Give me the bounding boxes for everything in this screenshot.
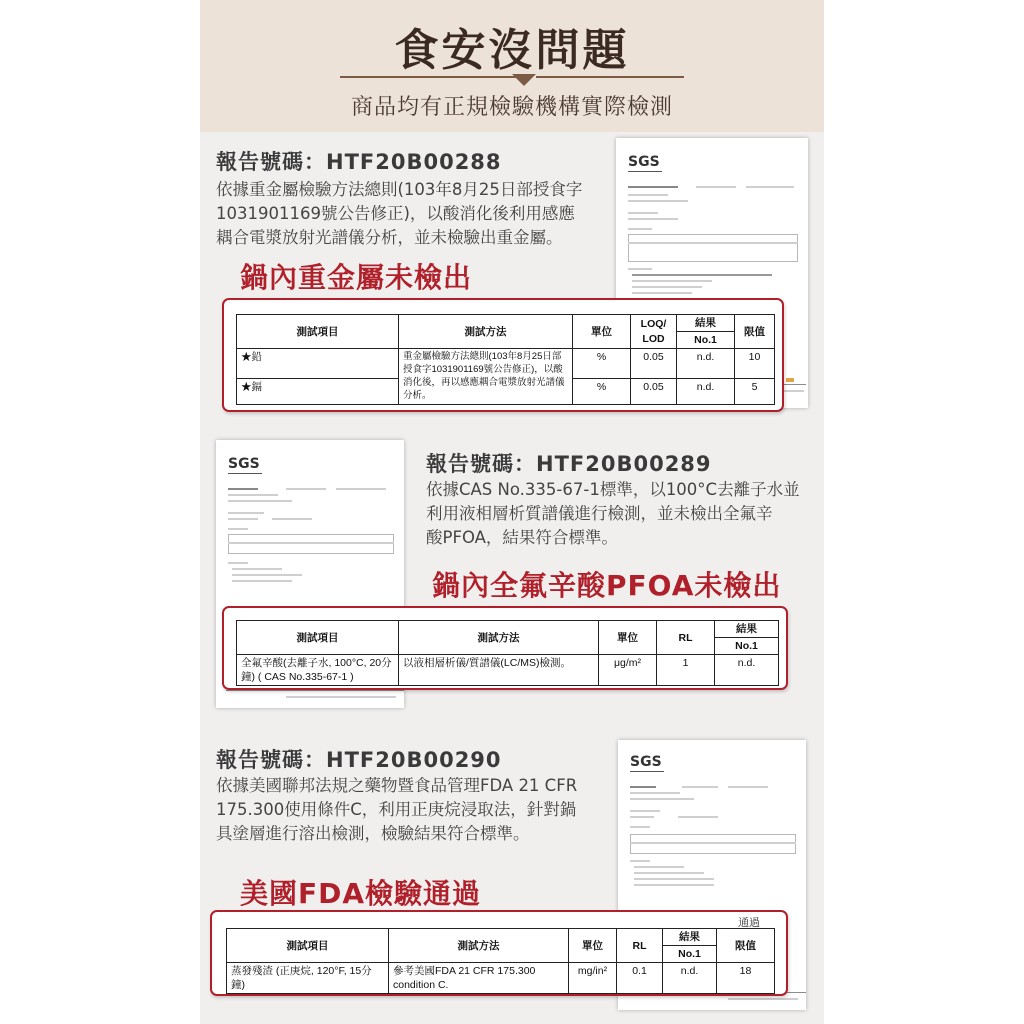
- col-header-unit: 單位: [599, 621, 657, 655]
- col-header-limit: 限值: [735, 315, 775, 349]
- table-cell-limit: 5: [735, 379, 775, 405]
- col-header-method: 測試方法: [389, 929, 569, 963]
- desc-line: 依據重金屬檢驗方法總則(103年8月25日部授食字: [216, 180, 583, 199]
- col-header-loq: LOQ/: [631, 315, 677, 332]
- table-cell-limit: 10: [735, 349, 775, 379]
- table-cell-limit: 18: [717, 963, 775, 994]
- report-description-2: [426, 478, 818, 550]
- right-margin: [824, 0, 1024, 1024]
- page-title: 食安沒問題: [394, 25, 630, 76]
- desc-line: 175.300使用條件C，利用正庚烷浸取法，針對鍋: [216, 800, 577, 819]
- desc-line: 依據CAS No.335-67-1標準，以100°C去離子水並: [426, 480, 800, 499]
- table-cell-unit: μg/m²: [599, 655, 657, 686]
- table-cell-unit: %: [573, 379, 631, 405]
- divider-left: [340, 76, 516, 78]
- page-subtitle: 商品均有正規檢驗機構實際檢測: [350, 95, 673, 120]
- col-header-limit: 限值: [717, 929, 775, 963]
- desc-line: 利用液相層析質譜儀進行檢測，並未檢出全氟辛: [426, 504, 773, 523]
- table-cell-result: n.d.: [677, 379, 735, 405]
- col-header-result-sub: No.1: [715, 638, 779, 655]
- table-cell-loq: 0.05: [631, 379, 677, 405]
- table-cell-method: 重金屬檢驗方法總則(103年8月25日部授食字1031901169號公告修正)，以酸消化後，再以感應耦合電漿放射光譜儀分析。: [399, 349, 573, 405]
- result-table-card-2: [222, 606, 788, 690]
- table-cell-method: 參考美國FDA 21 CFR 175.300 condition C.: [389, 963, 569, 994]
- desc-line: 具塗層進行溶出檢測，檢驗結果符合標準。: [216, 824, 530, 843]
- col-header-result: 結果: [677, 315, 735, 332]
- highlight-heavy-metal: 鍋內重金屬未檢出: [240, 261, 473, 294]
- result-table-card-3: [210, 910, 788, 996]
- table-cell-result: n.d.: [663, 963, 717, 994]
- table-cell-rl: 1: [657, 655, 715, 686]
- result-table-2: [236, 620, 779, 686]
- report-number-3: 報告號碼：HTF20B00290: [216, 748, 502, 772]
- header-banner: [200, 0, 824, 132]
- report-number-1: 報告號碼：HTF20B00288: [216, 150, 502, 174]
- col-header-method: 測試方法: [399, 621, 599, 655]
- col-header-result: 結果: [663, 929, 717, 946]
- desc-line: 1031901169號公告修正)，以酸消化後利用感應: [216, 204, 575, 223]
- col-header-result: 結果: [715, 621, 779, 638]
- table-cell-item: ★鎘: [237, 379, 399, 405]
- divider-right: [536, 76, 684, 78]
- table-cell-unit: %: [573, 349, 631, 379]
- col-header-result-sub: No.1: [663, 946, 717, 963]
- report-description-3: [216, 774, 608, 846]
- table-cell-item: 全氟辛酸(去離子水, 100°C, 20分鐘) ( CAS No.335-67-1 ): [237, 655, 399, 686]
- col-header-method: 測試方法: [399, 315, 573, 349]
- result-table-3: [226, 928, 775, 994]
- col-header-rl: RL: [617, 929, 663, 963]
- col-header-unit: 單位: [573, 315, 631, 349]
- col-header-item: 測試項目: [227, 929, 389, 963]
- table-cell-unit: mg/in²: [569, 963, 617, 994]
- desc-line: 耦合電漿放射光譜儀分析，並未檢驗出重金屬。: [216, 228, 563, 247]
- col-header-item: 測試項目: [237, 315, 399, 349]
- table-cell-loq: 0.05: [631, 349, 677, 379]
- desc-line: 依據美國聯邦法規之藥物暨食品管理FDA 21 CFR: [216, 776, 578, 795]
- table-cell-item: 蒸發殘渣 (正庚烷, 120°F, 15分鐘): [227, 963, 389, 994]
- report-description-1: [216, 178, 606, 250]
- table-cell-method: 以液相層析儀/質譜儀(LC/MS)檢測。: [399, 655, 599, 686]
- result-table-1: [236, 314, 775, 405]
- col-header-item: 測試項目: [237, 621, 399, 655]
- result-table-card-1: [222, 298, 784, 412]
- table-cell-result: n.d.: [677, 349, 735, 379]
- table-cell-result: n.d.: [715, 655, 779, 686]
- pass-note: 通過: [738, 916, 760, 929]
- table-cell-rl: 0.1: [617, 963, 663, 994]
- col-header-lod: LOD: [631, 332, 677, 349]
- col-header-rl: RL: [657, 621, 715, 655]
- report-number-2: 報告號碼：HTF20B00289: [426, 452, 712, 476]
- col-header-unit: 單位: [569, 929, 617, 963]
- left-margin: [0, 0, 200, 1024]
- sgs-logo: SGS: [630, 754, 662, 770]
- divider-triangle-icon: [512, 74, 536, 86]
- table-cell-item: ★鉛: [237, 349, 399, 379]
- sgs-logo: SGS: [228, 456, 260, 472]
- desc-line: 酸PFOA，結果符合標準。: [426, 528, 618, 547]
- col-header-result-sub: No.1: [677, 332, 735, 349]
- highlight-pfoa: 鍋內全氟辛酸PFOA未檢出: [432, 569, 782, 602]
- highlight-fda: 美國FDA檢驗通過: [240, 877, 482, 910]
- content-panel: [200, 0, 824, 1024]
- sgs-logo: SGS: [628, 154, 660, 170]
